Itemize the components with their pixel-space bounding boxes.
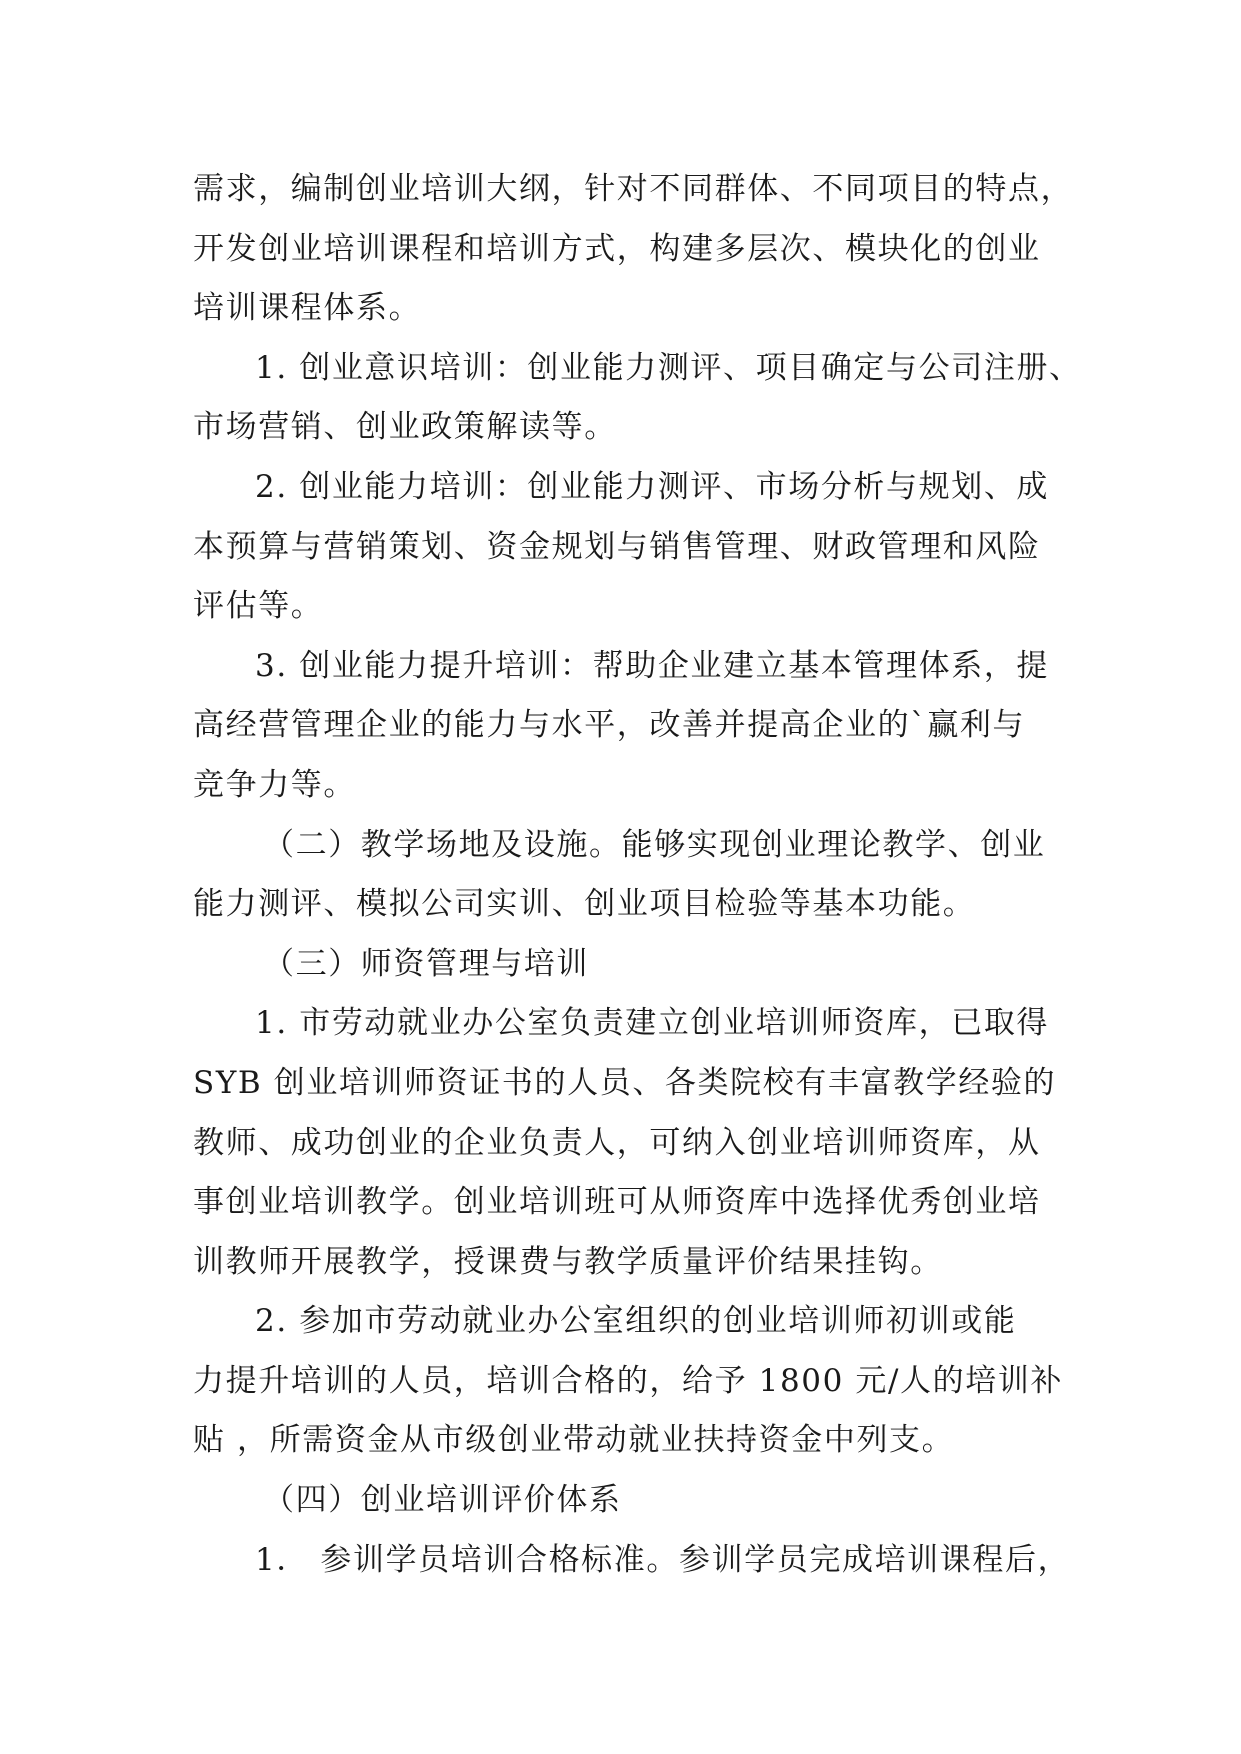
text-line: SYB 创业培训师资证书的人员、各类院校有丰富教学经验的 xyxy=(193,1064,1057,1101)
text-line: 评估等。 xyxy=(193,588,324,625)
text-line: 高经营管理企业的能力与水平，改善并提高企业的`赢利与 xyxy=(193,707,1026,744)
section-heading-3: （三）师资管理与培训 xyxy=(263,945,589,982)
text-line: 力提升培训的人员，培训合格的，给予 1800 元/人的培训补 xyxy=(193,1362,1064,1399)
list-item-start: 1． 参训学员培训合格标准。参训学员完成培训课程后， xyxy=(255,1541,1071,1578)
document-body xyxy=(193,160,1082,1590)
list-item-start: 1. 创业意识培训：创业能力测评、项目确定与公司注册、 xyxy=(255,349,1082,386)
text-line: 本预算与营销策划、资金规划与销售管理、财政管理和风险 xyxy=(193,528,1041,565)
text-line: 训教师开展教学，授课费与教学质量评价结果挂钩。 xyxy=(193,1243,943,1280)
section-heading-2: （二）教学场地及设施。能够实现创业理论教学、创业 xyxy=(263,826,1046,863)
text-line: 需求，编制创业培训大纲，针对不同群体、不同项目的特点， xyxy=(193,171,1074,207)
list-item-start: 3. 创业能力提升培训：帮助企业建立基本管理体系，提 xyxy=(255,647,1050,684)
text-line: 开发创业培训课程和培训方式，构建多层次、模块化的创业 xyxy=(193,230,1041,267)
text-line: 能力测评、模拟公司实训、创业项目检验等基本功能。 xyxy=(193,886,976,923)
text-line: 贴 ，所需资金从市级创业带动就业扶持资金中列支。 xyxy=(193,1422,955,1459)
text-line: 市场营销、创业政策解读等。 xyxy=(193,409,617,446)
list-item-start: 1. 市劳动就业办公室负责建立创业培训师资库，已取得 xyxy=(255,1005,1050,1042)
list-item-start: 2. 创业能力培训：创业能力测评、市场分析与规划、成 xyxy=(255,468,1050,505)
text-line: 培训课程体系。 xyxy=(193,290,422,327)
list-item-start: 2. 参加市劳动就业办公室组织的创业培训师初训或能 xyxy=(255,1303,1017,1340)
section-heading-4: （四）创业培训评价体系 xyxy=(263,1482,622,1519)
text-line: 教师、成功创业的企业负责人，可纳入创业培训师资库，从 xyxy=(193,1124,1041,1161)
text-line: 竞争力等。 xyxy=(193,766,356,803)
text-line: 事创业培训教学。创业培训班可从师资库中选择优秀创业培 xyxy=(193,1184,1041,1221)
